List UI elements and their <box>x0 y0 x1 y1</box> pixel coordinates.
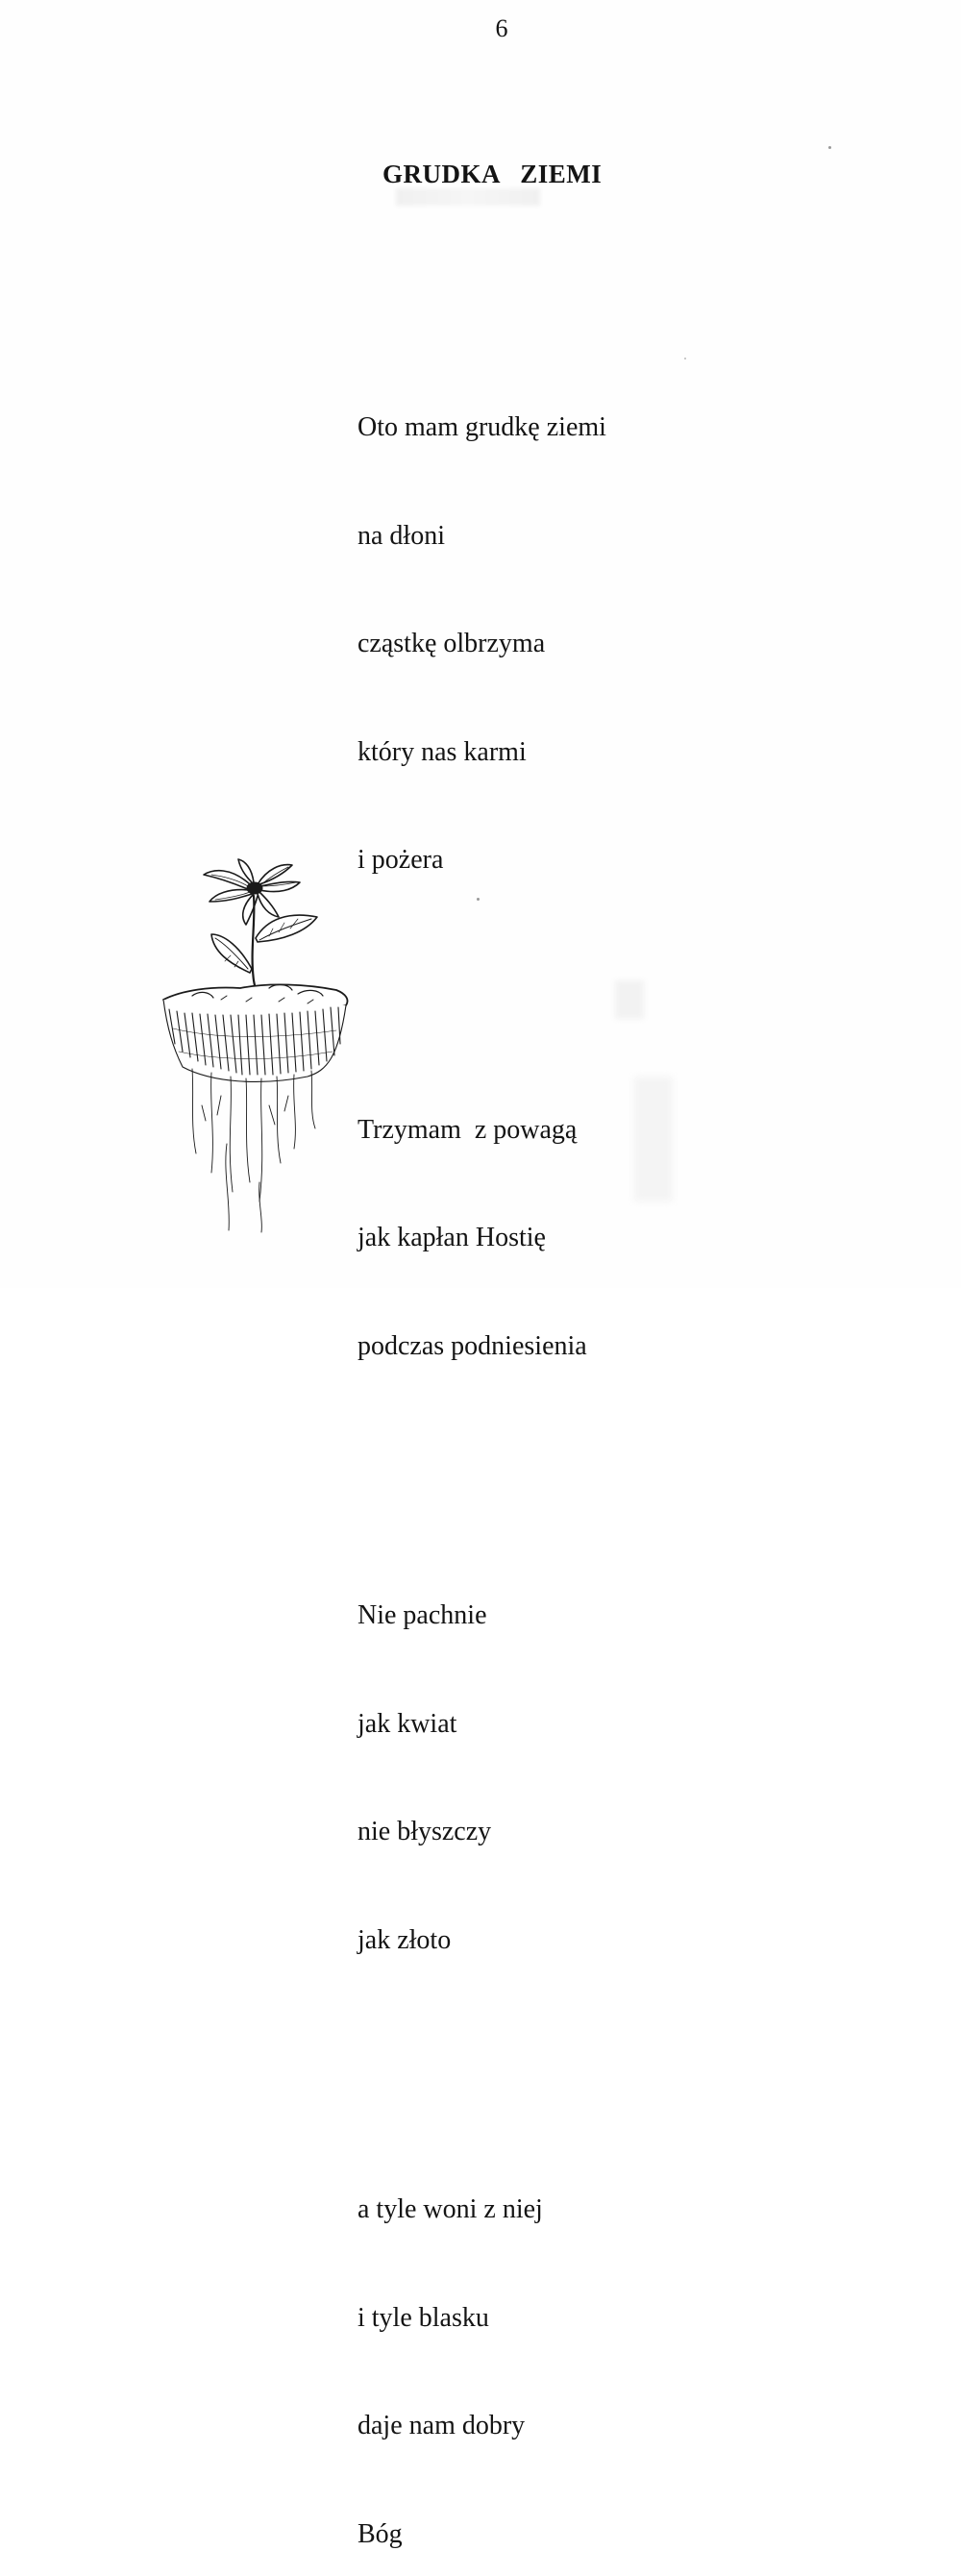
poem-line: Trzymam z powagą <box>357 1114 578 1145</box>
poem-title: GRUDKA ZIEMI <box>382 160 603 188</box>
stanza <box>357 1040 606 1437</box>
paper-speck <box>684 358 686 359</box>
paper-speck <box>828 146 831 149</box>
paper-speck <box>477 898 480 901</box>
flower-center <box>247 882 262 894</box>
poem-line: Bóg <box>357 2518 403 2549</box>
leaf-right <box>256 915 317 942</box>
show-through-smudge <box>396 188 540 206</box>
stanza <box>357 1525 606 2030</box>
poem-line: daje nam dobry <box>357 2411 526 2440</box>
show-through-smudge <box>615 980 644 1019</box>
poem-body <box>357 265 606 2576</box>
flower-on-soil-clod-icon <box>154 855 360 1235</box>
show-through-smudge <box>634 1077 673 1201</box>
poem-line: i tyle blasku <box>357 2302 489 2333</box>
poem-line: a tyle woni z niej <box>357 2194 543 2224</box>
poem-line: Nie pachnie <box>357 1600 487 1630</box>
poem-line: jak złoto <box>357 1924 452 1955</box>
poem-line: i pożera <box>357 845 444 875</box>
soil-clod-body <box>163 1000 346 1081</box>
poem-line: podczas podniesienia <box>357 1330 587 1361</box>
poem-line: Oto mam grudkę ziemi <box>357 412 606 442</box>
poem-line: cząstkę olbrzyma <box>357 629 546 658</box>
roots <box>192 1069 315 1232</box>
page-number: 6 <box>495 14 508 42</box>
stanza <box>357 2119 606 2576</box>
stanza <box>357 337 606 951</box>
poem-line: nie błyszczy <box>357 1817 492 1846</box>
poem-line: jak kapłan Hostię <box>357 1223 546 1252</box>
poem-line: jak kwiat <box>357 1708 457 1739</box>
poem-line: który nas karmi <box>357 736 527 767</box>
poem-line: na dłoni <box>357 520 445 551</box>
